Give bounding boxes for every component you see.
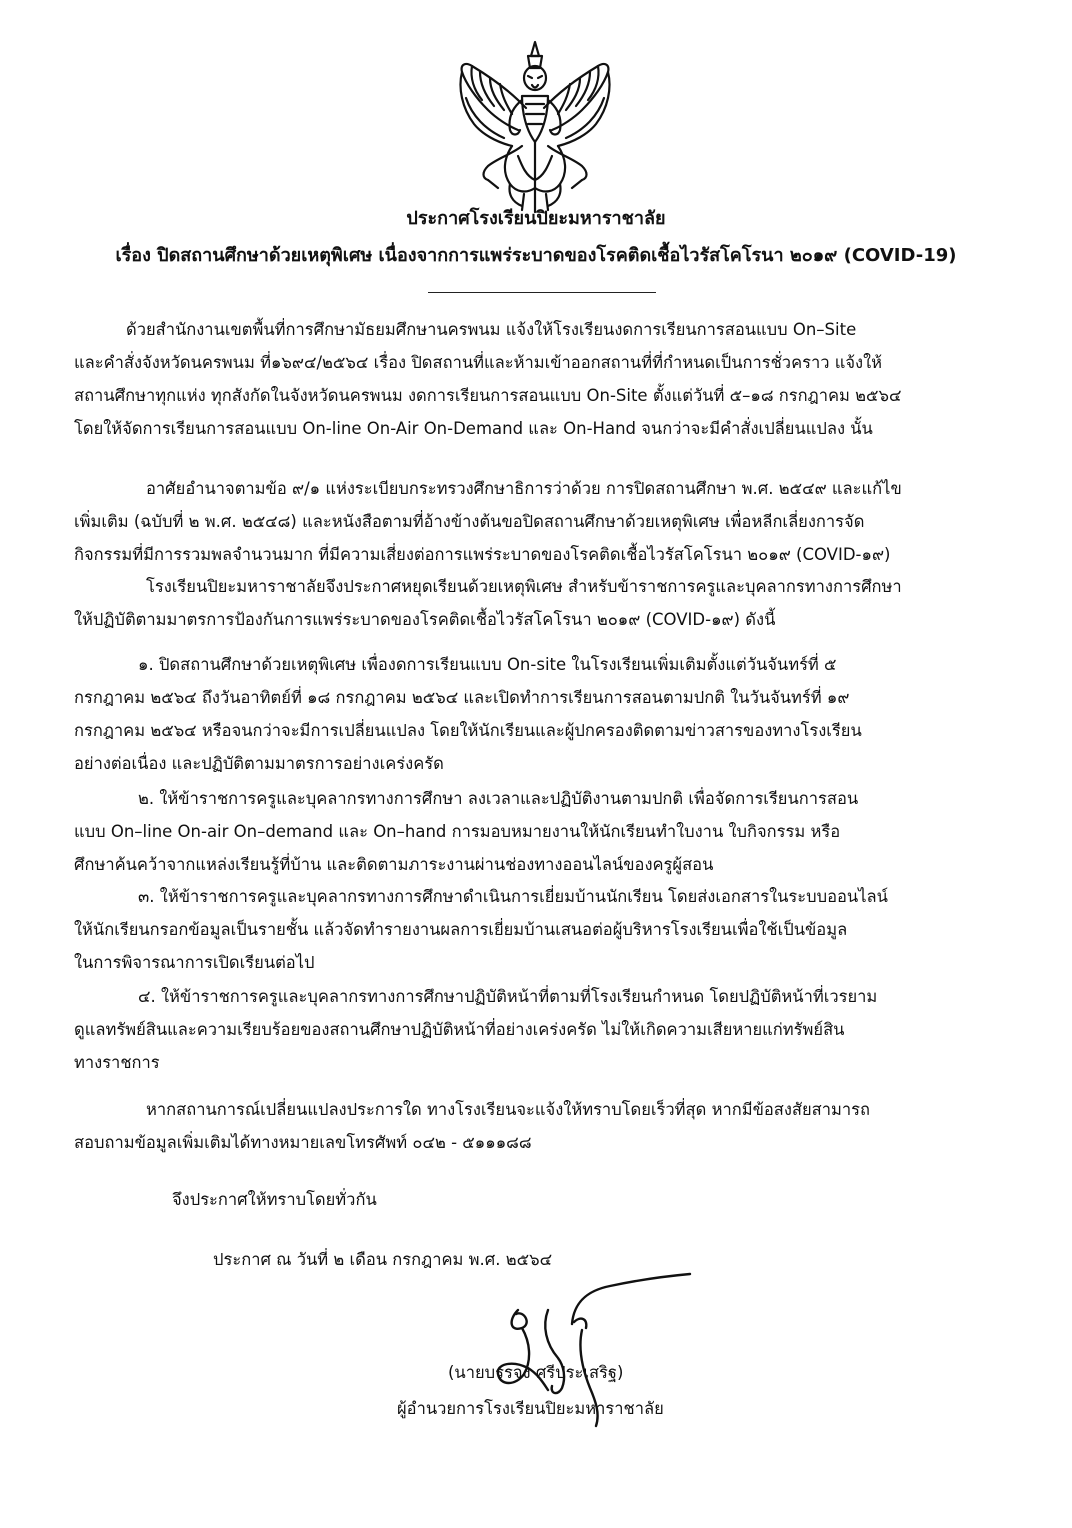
- text-line: แบบ On–line On-air On–demand และ On–hand การมอบหมายงานให้นักเรียนทำใบงาน ใบกิจกรรม หรือ: [74, 822, 841, 841]
- text-line: ให้ปฏิบัติตามมาตรการป้องกันการแพร่ระบาดของโรคติดเชื้อไวรัสโคโรนา ๒๐๑๙ (COVID-๑๙) ดังนี้: [74, 610, 776, 629]
- text-line: ให้นักเรียนกรอกข้อมูลเป็นรายชั้น แล้วจัดทำรายงานผลการเยี่ยมบ้านเสนอต่อผู้บริหารโรงเรียนเพื่อใช้เป็นข้อมูล: [74, 920, 848, 939]
- text-line: โดยให้จัดการเรียนการสอนแบบ On-line On-Air On-Demand และ On-Hand จนกว่าจะมีคำสั่งเปลี่ยนแปลง นั้น: [74, 419, 873, 438]
- announcement-subject: เรื่อง ปิดสถานศึกษาด้วยเหตุพิเศษ เนื่องจากการแพร่ระบาดของโรคติดเชื้อไวรัสโคโรนา ๒๐๑๙ (COVID-19): [115, 245, 957, 266]
- text-line: ทางราชการ: [74, 1053, 160, 1072]
- announcement-title: ประกาศโรงเรียนปิยะมหาราชาลัย: [406, 208, 666, 229]
- text-line: โรงเรียนปิยะมหาราชาลัยจึงประกาศหยุดเรียนด้วยเหตุพิเศษ สำหรับข้าราชการครูและบุคลากรทางการศึกษา: [146, 577, 902, 596]
- paragraph-item-3: [74, 880, 1036, 979]
- paragraph-item-1: [74, 648, 1036, 780]
- text-line: อาศัยอำนาจตามข้อ ๙/๑ แห่งระเบียบกระทรวงศึกษาธิการว่าด้วย การปิดสถานศึกษา พ.ศ. ๒๕๔๙ และแก้ไข: [146, 479, 902, 498]
- text-line: กรกฎาคม ๒๕๖๔ หรือจนกว่าจะมีการเปลี่ยนแปลง โดยให้นักเรียนและผู้ปกครองติดตามข่าวสารของทางโรงเรียน: [74, 721, 862, 740]
- text-line: สถานศึกษาทุกแห่ง ทุกสังกัดในจังหวัดนครพนม งดการเรียนการสอนแบบ On-Site ตั้งแต่วันที่ ๕–๑๘ กรกฎาคม ๒๕๖๔: [74, 386, 902, 405]
- announcement-date: ประกาศ ณ วันที่ ๒ เดือน กรกฎาคม พ.ศ. ๒๕๖๔: [213, 1250, 553, 1269]
- text-line: ๒. ให้ข้าราชการครูและบุคลากรทางการศึกษา ลงเวลาและปฏิบัติงานตามปกติ เพื่อจัดการเรียนการสอน: [138, 789, 859, 808]
- text-line: ดูแลทรัพย์สินและความเรียบร้อยของสถานศึกษาปฏิบัติหน้าที่อย่างเคร่งครัด ไม่ให้เกิดความเสียหายแก่ทรัพย์สิน: [74, 1020, 845, 1039]
- signer-name: (นายบรรจง ศรีประเสริฐ): [448, 1363, 624, 1382]
- text-line: ในการพิจารณาการเปิดเรียนต่อไป: [74, 953, 315, 972]
- paragraph-item-4: [74, 980, 1036, 1079]
- signer-position: ผู้อำนวยการโรงเรียนปิยะมหาราชาลัย: [397, 1399, 664, 1418]
- title-underline: [428, 292, 656, 293]
- text-line: และคำสั่งจังหวัดนครพนม ที่๑๖๙๔/๒๕๖๔ เรื่อง ปิดสถานที่และห้ามเข้าออกสถานที่ที่กำหนดเป็นการชั่วคราว แจ้งให้: [74, 353, 883, 372]
- paragraph-3: [74, 570, 1036, 636]
- text-line: เพิ่มเติม (ฉบับที่ ๒ พ.ศ. ๒๕๔๘) และหนังสือตามที่อ้างข้างต้นขอปิดสถานศึกษาด้วยเหตุพิเศษ เพื่อหลีกเลี่ยงการจัด: [74, 512, 865, 531]
- text-line: กิจกรรมที่มีการรวมพลจำนวนมาก ที่มีความเสี่ยงต่อการแพร่ระบาดของโรคติดเชื้อไวรัสโคโรนา ๒๐๑๙ (COVID-๑๙): [74, 545, 891, 564]
- text-line: ๔. ให้ข้าราชการครูและบุคลากรทางการศึกษาปฏิบัติหน้าที่ตามที่โรงเรียนกำหนด โดยปฏิบัติหน้าที่เวรยาม: [138, 987, 878, 1006]
- paragraph-2: [74, 472, 1036, 571]
- text-line: หากสถานการณ์เปลี่ยนแปลงประการใด ทางโรงเรียนจะแจ้งให้ทราบโดยเร็วที่สุด หากมีข้อสงสัยสามารถ: [146, 1100, 870, 1119]
- text-line: อย่างต่อเนื่อง และปฏิบัติตามมาตรการอย่างเคร่งครัด: [74, 754, 444, 773]
- text-line: ด้วยสำนักงานเขตพื้นที่การศึกษามัธยมศึกษานครพนม แจ้งให้โรงเรียนงดการเรียนการสอนแบบ On–Site: [126, 320, 857, 339]
- text-line: สอบถามข้อมูลเพิ่มเติมได้ทางหมายเลขโทรศัพท์ ๐๔๒ - ๕๑๑๑๘๘: [74, 1133, 532, 1152]
- paragraph-1: [74, 313, 1036, 445]
- closing-statement: จึงประกาศให้ทราบโดยทั่วกัน: [172, 1190, 377, 1209]
- text-line: ๑. ปิดสถานศึกษาด้วยเหตุพิเศษ เพื่องดการเรียนแบบ On-site ในโรงเรียนเพิ่มเติมตั้งแต่วันจันทร์ที่ ๕: [138, 655, 837, 674]
- text-line: ศึกษาค้นคว้าจากแหล่งเรียนรู้ที่บ้าน และติดตามภาระงานผ่านช่องทางออนไลน์ของครูผู้สอน: [74, 855, 714, 874]
- text-line: กรกฎาคม ๒๕๖๔ ถึงวันอาทิตย์ที่ ๑๘ กรกฎาคม ๒๕๖๔ และเปิดทำการเรียนการสอนตามปกติ ในวันจันทร์ที่ ๑๙: [74, 688, 850, 707]
- paragraph-item-2: [74, 782, 1036, 881]
- garuda-emblem-icon: [452, 38, 618, 214]
- paragraph-contact: [74, 1093, 1036, 1159]
- text-line: ๓. ให้ข้าราชการครูและบุคลากรทางการศึกษาดำเนินการเยี่ยมบ้านนักเรียน โดยส่งเอกสารในระบบออนไลน์: [138, 887, 888, 906]
